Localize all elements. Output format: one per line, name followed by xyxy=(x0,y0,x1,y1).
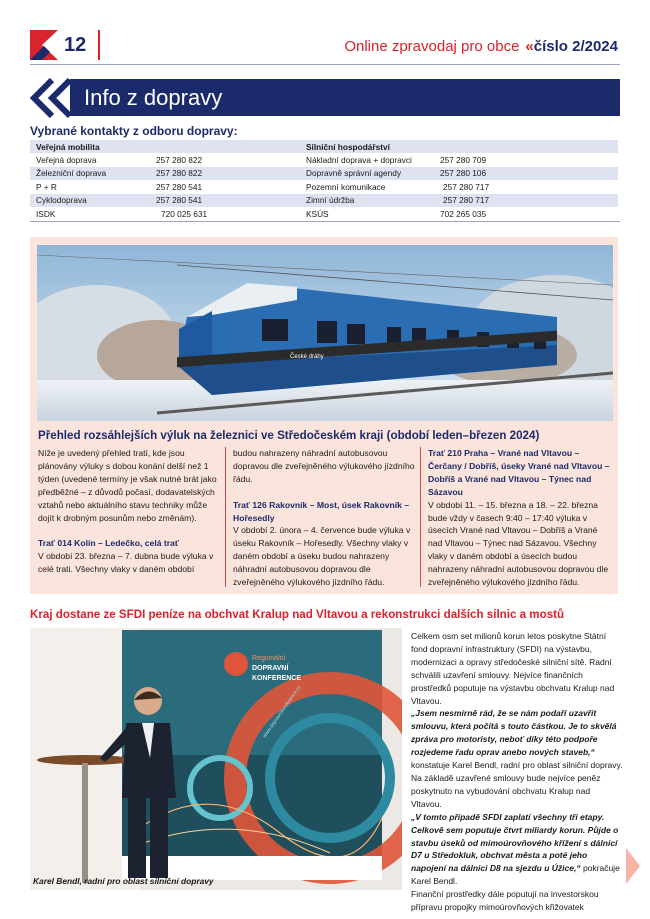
article-quote: „Jsem nesmírně rád, že se nám podaří uzavřít smlouvu, která počítá s touto částkou. Je to skvělá zpráva pro motoristy, neboť díky této podpoře rozjedeme řadu oprav anebo nových staveb,“ xyxy=(411,708,617,758)
sfdi-article-title: Kraj dostane ze SFDI peníze na obchvat Kralup nad Vltavou a rekonstrukci dalších silnic a mostů xyxy=(30,608,565,621)
publication-header xyxy=(344,38,618,55)
conference-photo xyxy=(30,628,402,890)
double-chevron-icon: « xyxy=(525,38,531,55)
contact-label: Zimní údržba xyxy=(300,194,434,207)
contact-phone: 720 025 631 xyxy=(150,207,300,220)
table-heading: Veřejná mobilita xyxy=(30,140,300,153)
contact-label: Cyklodoprava xyxy=(30,194,150,207)
outages-intro: Níže je uvedený přehled tratí, kde jsou plánovány výluky s dobou konání delší než 1 týden (uvedené termíny je však nutné brát jako předběžné – z důvodů počasí, dodavatelských vztahů nebo aktuálního stavu techniky může dojít k drobným posunům nebo změnám). xyxy=(38,448,217,523)
track-126-text: V období 2. února – 4. července bude výluka v úseku Rakovník – Hořesedly. Všechny vlaky v daném období a úseku budou nahrazeny náhradní autobusovou dopravou dle zveřejněného výlukového jízdního řádu. xyxy=(233,525,411,588)
train-photo xyxy=(37,245,613,421)
page-number: 12 xyxy=(64,34,87,56)
red-corner-logo xyxy=(30,30,58,60)
photo-caption: Karel Bendl, radní pro oblast silniční dopravy xyxy=(33,876,214,886)
track-210-text: V období 11. – 15. března a 18. – 22. března bude vždy v časech 9:40 – 17:40 výluka v úsecích Vrané nad Vltavou – Dobříš a Vrané nad Vltavou – Týnec nad Sázavou. Všechny vlaky v daném období a úsecích budou nahrazeny náhradní autobusovou dopravou dle zveřejněného výlukového jízdního řádu. xyxy=(428,499,609,588)
article-quote-block xyxy=(411,811,623,888)
quote-attribution: konstatuje Karel Bendl, radní pro oblast silniční dopravy. xyxy=(411,760,623,771)
quote-attribution: pokračuje Karel Bendl. xyxy=(411,863,620,887)
cd-livery-text: České dráhy xyxy=(290,354,324,360)
table-row xyxy=(30,180,300,193)
table-row xyxy=(300,180,618,193)
table-row xyxy=(300,207,618,220)
article-quote: „V tomto případě SFDI zaplatí všechny tři etapy. Celkově sem poputuje čtvrt miliardy korun. Půjde o stavbu úseků od mimoúrovňového křížení s dálnicí D7 u Středokluk, obchvat města a poté jeho napojení na dálnici D8 na sjezdu u Úžice,“ xyxy=(411,811,619,874)
table-row xyxy=(30,153,300,166)
outages-column-1 xyxy=(38,447,218,576)
table-row xyxy=(30,167,300,180)
table-row xyxy=(300,153,618,166)
contact-phone: 257 280 717 xyxy=(434,180,618,193)
contacts-table-mobility xyxy=(30,140,300,220)
banner-line-1: Regionální xyxy=(252,655,286,662)
table-row xyxy=(30,194,300,207)
table-row xyxy=(30,207,300,220)
track-210-heading: Trať 210 Praha – Vrané nad Vltavou – Čerčany / Dobříš, úseky Vrané nad Vltavou – Dobříš a Vrané nad Vltavou – Týnec nad Sázavou xyxy=(428,448,610,497)
contact-label: Pozemní komunikace xyxy=(300,180,434,193)
contact-phone: 257 280 717 xyxy=(434,194,618,207)
contact-phone: 702 265 035 xyxy=(434,207,618,220)
issue-number: číslo 2/2024 xyxy=(533,38,618,55)
contact-label: ISDK xyxy=(30,207,150,220)
contacts-heading: Vybrané kontakty z odboru dopravy: xyxy=(30,124,238,138)
track-014-text: V období 23. března – 7. dubna bude výluka v celé trati. Všechny vlaky v daném období xyxy=(38,551,214,575)
contact-label: P + R xyxy=(30,180,150,193)
outages-column-3 xyxy=(428,447,610,589)
column-divider xyxy=(420,447,421,587)
column-divider xyxy=(225,447,226,587)
article-paragraph: Celkem osm set milionů korun letos poskytne Státní fond dopravní infrastruktury (SFDI) na výstavbu, modernizaci a opravy středočeské silniční sítě. Radní schválili uzavření smlouvy. Nejvíce finančních prostředků poputuje na výstavbu obchvatu Kralup nad Vltavou. xyxy=(411,631,615,706)
contact-phone: 257 280 541 xyxy=(150,180,300,193)
track-014-continued: budou nahrazeny náhradní autobusovou dopravou dle zveřejněného výlukového jízdního řádu. xyxy=(233,448,415,484)
table-bottom-rule xyxy=(30,221,620,222)
table-row xyxy=(300,194,618,207)
banner-url: www.dopravnikonference.cz xyxy=(261,684,303,740)
banner-line-2: DOPRAVNÍ xyxy=(252,665,289,672)
contact-phone: 257 280 822 xyxy=(150,167,300,180)
table-row xyxy=(300,167,618,180)
contact-phone: 257 280 709 xyxy=(434,153,618,166)
header-rule xyxy=(30,64,620,65)
table-heading: Silniční hospodářství xyxy=(300,140,618,153)
contact-phone: 257 280 106 xyxy=(434,167,618,180)
article-quote-block xyxy=(411,707,623,772)
contacts-table-roads xyxy=(300,140,618,220)
banner-line-3: KONFERENCE xyxy=(252,675,302,682)
contact-label: Veřejná doprava xyxy=(30,153,150,166)
contact-label: KSÚS xyxy=(300,207,434,220)
next-page-arrow-icon[interactable] xyxy=(626,848,640,884)
contact-label: Dopravně správní agendy xyxy=(300,167,434,180)
contact-label: Železniční doprava xyxy=(30,167,150,180)
track-126-heading: Trať 126 Rakovník – Most, úsek Rakovník – Hořesedly xyxy=(233,499,410,523)
article-paragraph: Na základě uzavřené smlouvy bude nejvíce peněz poskytnuto na vybudování obchvatu Kralup nad Vltavou. xyxy=(411,772,601,809)
section-title: Info z dopravy xyxy=(84,85,223,110)
publication-name: Online zpravodaj pro obce xyxy=(344,38,520,55)
contact-phone: 257 280 541 xyxy=(150,194,300,207)
contact-phone: 257 280 822 xyxy=(150,153,300,166)
track-014-heading: Trať 014 Kolín – Ledečko, celá trať xyxy=(38,538,180,549)
outages-title: Přehled rozsáhlejších výluk na železnici ve Středočeském kraji (období leden–březen 2024) xyxy=(38,429,540,442)
outages-column-2 xyxy=(233,447,415,589)
article-paragraph: Finanční prostředky dále poputují na investorskou přípravu propojky mimoúrovňových křižovatek xyxy=(411,889,599,913)
header-divider xyxy=(98,30,100,60)
contact-label: Nákladní doprava + dopravci xyxy=(300,153,434,166)
sfdi-article-body xyxy=(411,630,623,914)
